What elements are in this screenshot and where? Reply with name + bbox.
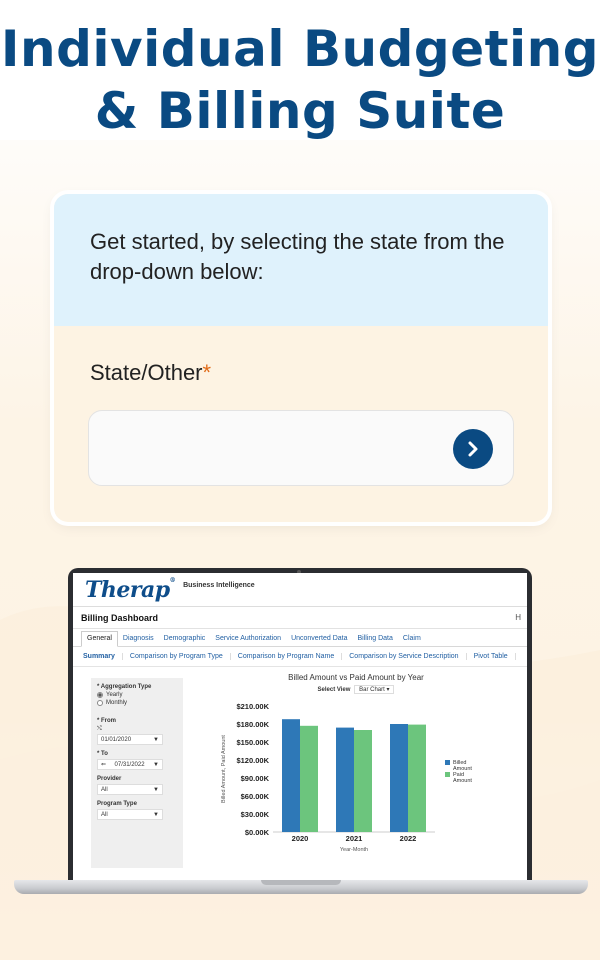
x-tick-label: 2021: [345, 834, 363, 843]
main-tabs: [73, 629, 527, 647]
state-selection-card: [54, 194, 548, 522]
to-date-value: 07/31/2022: [114, 761, 145, 768]
go-button[interactable]: [453, 429, 493, 469]
program-type-label: Program Type: [97, 801, 137, 807]
card-prompt: Get started, by selecting the state from the drop-down below:: [54, 194, 548, 326]
tab-diagnosis[interactable]: Diagnosis: [122, 635, 154, 642]
subtab-program-type[interactable]: Comparison by Program Type: [123, 653, 231, 660]
bar: [408, 725, 426, 832]
legend-label: Amount: [453, 778, 472, 784]
bar: [336, 728, 354, 832]
page-headline: [0, 0, 600, 142]
swap-icon[interactable]: ⇐: [101, 762, 107, 768]
therap-logo[interactable]: [85, 577, 175, 603]
chart-area: [215, 673, 525, 859]
y-tick-label: $0.00K: [244, 828, 269, 837]
headline-line-1: Individual Budgeting: [0, 20, 600, 78]
tab-service-authorization[interactable]: Service Authorization: [215, 635, 282, 642]
filter-panel: [91, 678, 183, 868]
provider-label: Provider: [97, 776, 122, 782]
state-dropdown[interactable]: [88, 410, 514, 486]
y-tick-label: $150.00K: [236, 738, 269, 747]
y-tick-label: $60.00K: [240, 792, 269, 801]
dashboard-title: Billing Dashboard: [81, 612, 159, 623]
from-date-input[interactable]: [97, 734, 163, 745]
from-label: * From: [97, 718, 117, 724]
radio-yearly[interactable]: [97, 692, 177, 698]
chevron-right-icon: [464, 440, 482, 458]
logo-text: Therap: [85, 576, 170, 603]
radio-yearly-dot[interactable]: [97, 692, 103, 698]
provider-select[interactable]: [97, 784, 163, 795]
radio-monthly[interactable]: [97, 700, 177, 706]
tab-billing-data[interactable]: Billing Data: [357, 635, 393, 642]
y-tick-label: $90.00K: [240, 774, 269, 783]
aggregation-type-label: * Aggregation Type: [97, 684, 152, 690]
tab-claim[interactable]: Claim: [402, 635, 421, 642]
tab-unconverted-data[interactable]: Unconverted Data: [291, 635, 348, 642]
y-tick-label: $210.00K: [236, 702, 269, 711]
tab-general[interactable]: General: [81, 631, 118, 647]
help-link[interactable]: H: [515, 613, 521, 622]
x-axis-label: Year-Month: [339, 847, 369, 853]
from-date-value: 01/01/2020: [101, 736, 132, 743]
bar: [354, 730, 372, 832]
legend-label: Billed: [453, 760, 467, 766]
program-type-select[interactable]: [97, 809, 163, 820]
bar-chart: [215, 694, 515, 854]
laptop-frame: [68, 568, 532, 882]
x-tick-label: 2022: [399, 834, 417, 843]
to-label: * To: [97, 751, 108, 757]
state-field-label: [54, 326, 548, 386]
bar: [300, 726, 318, 832]
radio-monthly-label: Monthly: [106, 700, 128, 706]
legend-swatch: [445, 760, 450, 765]
legend-label: Paid: [453, 772, 465, 778]
chart-type-select[interactable]: Bar Chart ▾: [354, 685, 394, 694]
dashboard-body: [73, 667, 527, 857]
app-header: [73, 573, 527, 607]
product-name: Business Intelligence: [183, 582, 255, 589]
sub-tabs: [73, 647, 527, 667]
radio-monthly-dot[interactable]: [97, 700, 103, 706]
y-tick-label: $30.00K: [240, 810, 269, 819]
chevron-down-icon: ▼: [153, 736, 159, 743]
program-type-value: All: [101, 811, 108, 818]
chart-type-value: Bar Chart: [359, 687, 385, 693]
headline-line-2: & Billing Suite: [94, 82, 506, 140]
chart-title: Billed Amount vs Paid Amount by Year: [288, 673, 424, 682]
to-date-input[interactable]: [97, 759, 163, 770]
select-view-row: [241, 685, 471, 694]
subtab-program-name[interactable]: Comparison by Program Name: [231, 653, 342, 660]
laptop-notch: [261, 880, 341, 885]
y-tick-label: $120.00K: [236, 756, 269, 765]
tab-demographic[interactable]: Demographic: [163, 635, 206, 642]
subtab-summary[interactable]: Summary: [81, 653, 123, 660]
chevron-down-icon: ▼: [153, 811, 159, 818]
state-field-label-text: State/Other: [90, 360, 203, 385]
subtab-service-description[interactable]: Comparison by Service Description: [342, 653, 466, 660]
chevron-down-icon: ▼: [153, 761, 159, 768]
select-view-label: Select View: [317, 687, 351, 693]
laptop-base: [14, 880, 588, 894]
x-tick-label: 2020: [291, 834, 309, 843]
provider-value: All: [101, 786, 108, 793]
logo-registered-mark: ®: [169, 576, 176, 584]
radio-yearly-label: Yearly: [106, 692, 123, 698]
chevron-down-icon: ▼: [153, 786, 159, 793]
bar: [282, 719, 300, 832]
y-axis-label: Billed Amount, Paid Amount: [221, 735, 227, 803]
subtab-pivot-table[interactable]: Pivot Table: [467, 653, 516, 660]
legend-label: Amount: [453, 766, 472, 772]
legend-swatch: [445, 772, 450, 777]
required-asterisk: *: [202, 360, 212, 385]
bar: [390, 724, 408, 832]
y-tick-label: $180.00K: [236, 720, 269, 729]
laptop-screen: [73, 573, 527, 882]
dashboard-title-row: [73, 607, 527, 629]
shuffle-icon[interactable]: ⤭: [97, 726, 102, 732]
